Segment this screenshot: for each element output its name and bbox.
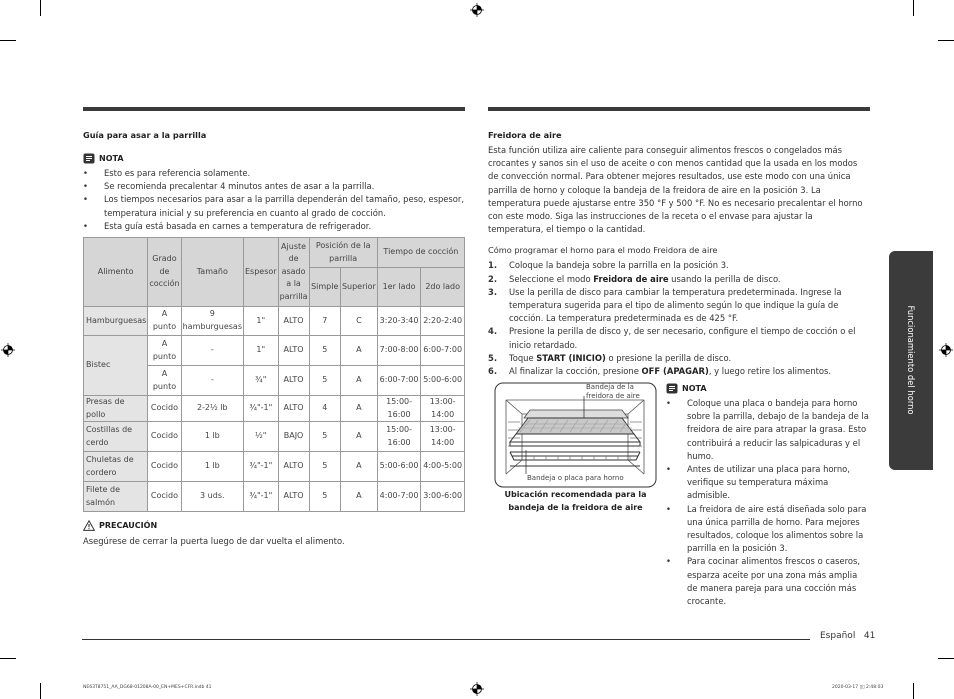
list-item: 6. Al finalizar la cocción, presione OFF (APAGAR), y luego retire los alimentos. — [488, 366, 832, 377]
table-row: Filete de salmón Cocido 3 uds. ¾"-1" ALTO 5 A 4:00-7:00 3:00-6:00 — [84, 482, 465, 512]
right-column — [488, 130, 870, 378]
left-column — [83, 130, 465, 548]
steps-list — [488, 259, 870, 378]
list-item: • Antes de utilizar una placa para horno, verifique su temperatura máxima admisible. — [666, 463, 870, 503]
header-time: Tiempo de cocción — [377, 238, 464, 268]
air-fry-intro: Esta función utiliza aire caliente para conseguir alimentos frescos o congelados más crocantes y sanos sin el uso de aceite o con menos cantidad que la usada en los modos de convección normal. Para obtener mejores resultados, use este modo con una única parrilla de horno y coloque la bandeja de la freidora de aire en la posición 3. La temperatura puede ajustarse entre 350 °F y 500 °F. No es necesario precalentar el horno con este modo. Siga las instrucciones de la receta o el envase para ajustar la temperatura, el tiempo o la cantidad. — [488, 145, 863, 235]
caution-text: Asegúrese de cerrar la puerta luego de dar vuelta el alimento. — [83, 536, 345, 547]
grill-guide-table — [83, 237, 465, 512]
caution-heading — [83, 520, 465, 531]
table-row: Costillas de cerdo Cocido 1 lb ½" BAJO 5 A 15:00-16:00 13:00-14:00 — [84, 422, 465, 452]
list-item: 1. Coloque la bandeja sobre la parrilla en la posición 3. — [488, 260, 729, 271]
header-side1: 1er lado — [377, 268, 421, 307]
list-item: • Esto es para referencia solamente. — [83, 167, 465, 180]
registration-mark-icon — [939, 343, 953, 357]
page-number: 41 — [863, 631, 876, 641]
header-setting: Ajuste de asado a la parrilla — [278, 238, 309, 307]
note-heading — [83, 153, 465, 164]
table-row: A punto - ¾" ALTO 5 A 6:00-7:00 5:00-6:00 — [84, 366, 465, 396]
header-position: Posición de la parrilla — [309, 238, 377, 268]
header-side2: 2do lado — [421, 268, 465, 307]
grill-notes-list — [83, 167, 465, 233]
left-column-rule — [83, 107, 465, 111]
footer-language: Español — [820, 631, 856, 641]
warning-triangle-icon — [83, 520, 95, 531]
table-row: Hamburguesas A punto 9 hamburguesas 1" ALTO 7 C 3:20-3:40 2:20-2:40 — [84, 307, 465, 336]
list-item: 3. Use la perilla de disco para cambiar la temperatura predeterminada. Ingrese la temperatura sugerida para el tipo de alimento según lo que indique la guía de cocción. La temperatura predeterminada es de 425 °F. — [488, 286, 842, 324]
note-icon — [666, 383, 678, 394]
header-thickness: Espesor — [243, 238, 278, 307]
list-item: • Coloque una placa o bandeja para horno sobre la parrilla, debajo de la bandeja de la freidora de aire para atrapar la grasa. Esto contribuirá a reducir las salpicaduras y el humo. — [666, 397, 870, 463]
oven-rack-figure — [494, 382, 657, 488]
registration-mark-icon — [470, 3, 484, 17]
side-tab-label: Funcionamiento del horno — [906, 305, 916, 415]
list-item: • Los tiempos necesarios para asar a la parrilla dependerán del tamaño, peso, espesor, temperatura inicial y su preferencia en cuanto al grado de cocción. — [83, 193, 465, 219]
list-item: 4. Presione la perilla de disco y, de ser necesario, configure el tiempo de cocción o el inicio retardado. — [488, 326, 856, 350]
table-row: Presas de pollo Cocido 2-2½ lb ¾"-1" ALTO 4 A 15:00-16:00 13:00-14:00 — [84, 396, 465, 422]
figure-caption: Ubicación recomendada para la bandeja de la freidora de aire — [504, 490, 647, 512]
header-position-upper: Superior — [340, 268, 377, 307]
figure-label-baking-sheet: Bandeja o placa para horno — [527, 474, 624, 482]
slug-right: 2020-03-17 ▯▯ 2:48:03 — [832, 685, 884, 690]
list-item: 5. Toque START (INICIO) o presione la perilla de disco. — [488, 352, 732, 363]
figure-label-air-fry-tray: Bandeja de la freidora de aire — [586, 383, 640, 400]
note-icon — [83, 153, 95, 164]
side-tab — [889, 251, 933, 470]
section-title-grill-guide: Guía para asar a la parrilla — [83, 130, 207, 140]
note-label: NOTA — [99, 154, 124, 163]
howto-title: Cómo programar el horno para el modo Freidora de aire — [488, 245, 718, 256]
list-item: • Esta guía está basada en carnes a temperatura de refrigerador. — [83, 220, 465, 233]
list-item: 2. Seleccione el modo Freidora de aire usando la perilla de disco. — [488, 273, 781, 284]
slug-left: NE63T8751_AA_DG68-01208A-00_EN+MES+CFR.indb 41 — [83, 685, 212, 690]
table-row: Chuletas de cordero Cocido 1 lb ¾"-1" ALTO 5 A 5:00-6:00 4:00-5:00 — [84, 452, 465, 482]
table-row: Bistec A punto - 1" ALTO 5 A 7:00-8:00 6:00-7:00 — [84, 336, 465, 366]
registration-mark-icon — [1, 343, 15, 357]
list-item: • Para cocinar alimentos frescos o caseros, esparza aceite por una zona más amplia de manera pareja para una cocción más crocante. — [666, 555, 870, 608]
list-item: • La freidora de aire está diseñada solo para una única parrilla de horno. Para mejores resultados, coloque los alimentos sobre la parrilla en la posición 3. — [666, 503, 870, 556]
air-fry-note — [666, 383, 870, 608]
note-heading — [666, 383, 870, 394]
registration-mark-icon — [470, 682, 484, 696]
header-size: Tamaño — [181, 238, 243, 307]
air-fry-notes-list — [666, 397, 870, 608]
right-column-rule — [488, 107, 870, 111]
list-item: • Se recomienda precalentar 4 minutos antes de asar a la parrilla. — [83, 180, 465, 193]
section-title-air-fry: Freidora de aire — [488, 130, 562, 140]
note-label: NOTA — [682, 384, 707, 393]
header-doneness: Grado de cocción — [148, 238, 181, 307]
header-position-simple: Simple — [309, 268, 340, 307]
header-food: Alimento — [84, 238, 148, 307]
caution-label: PRECAUCIÓN — [99, 521, 158, 531]
